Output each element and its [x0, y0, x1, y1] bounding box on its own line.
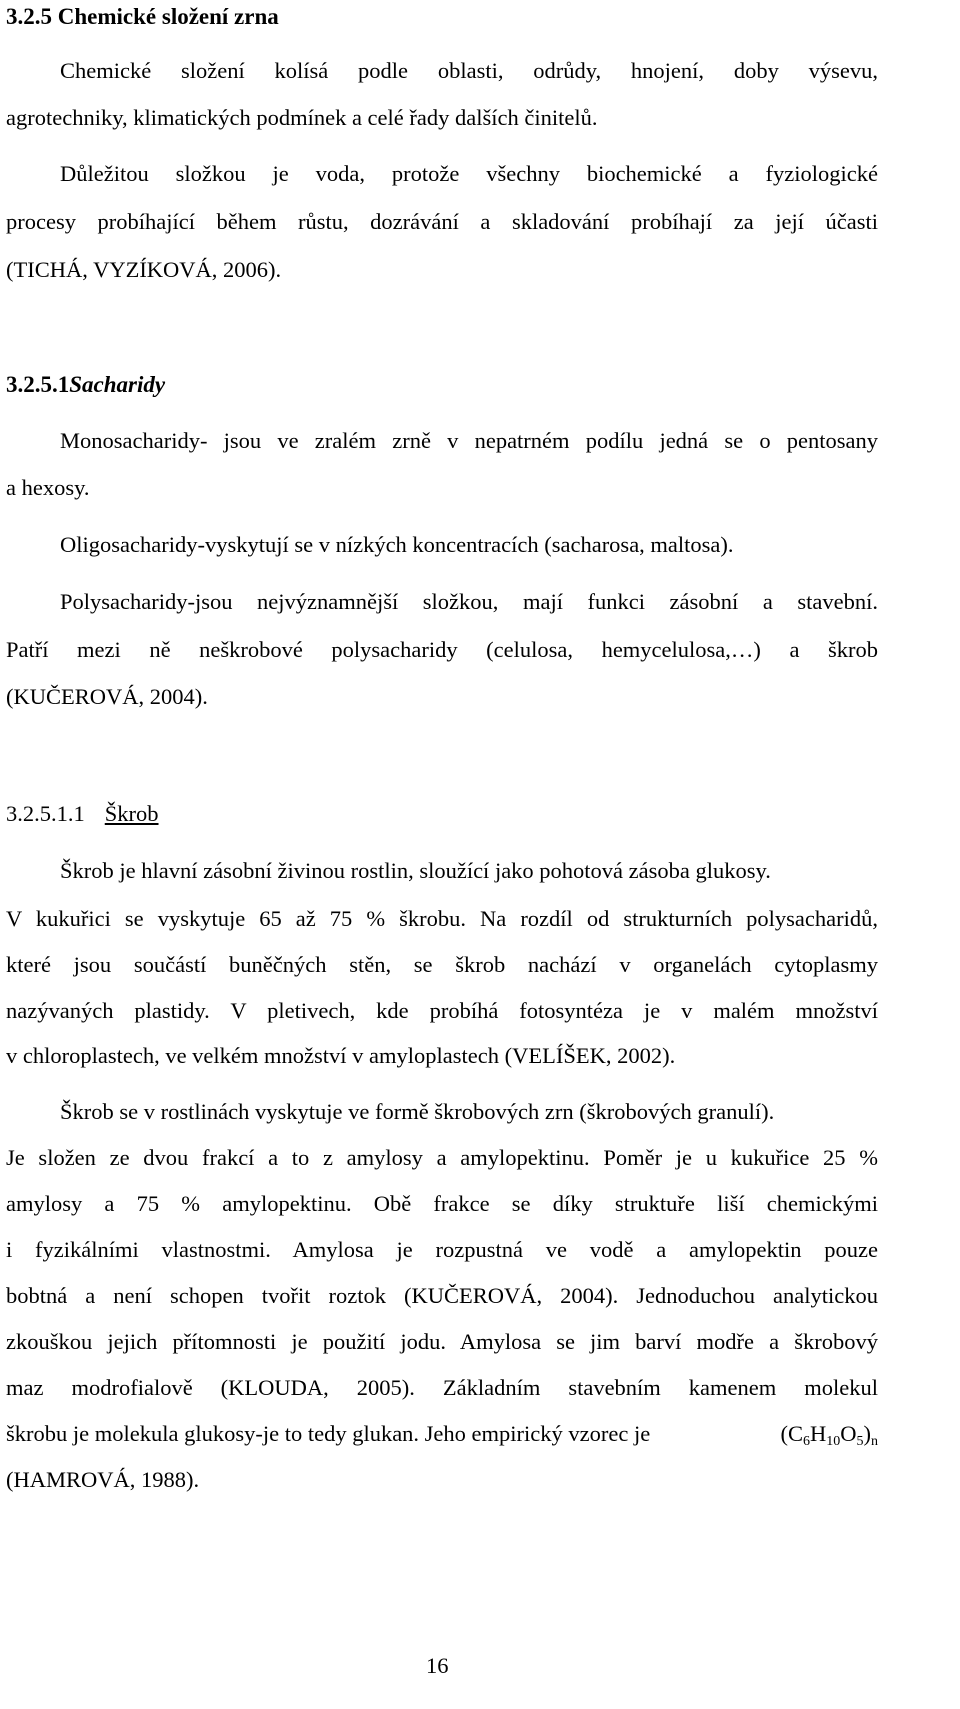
- paragraph-line: a hexosy.: [6, 475, 90, 500]
- paragraph-line: Důležitou složkou je voda, protože všechny biochemické a fyziologické: [60, 161, 878, 186]
- paragraph-line: procesy probíhající během růstu, dozrávání a skladování probíhají za její účasti: [6, 209, 878, 234]
- paragraph-line: Polysacharidy-jsou nejvýznamnější složkou, mají funkci zásobní a stavební.: [60, 589, 878, 614]
- paragraph-line: agrotechniky, klimatických podmínek a celé řady dalších činitelů.: [6, 105, 598, 130]
- paragraph-line: V kukuřici se vyskytuje 65 až 75 % škrobu. Na rozdíl od strukturních polysacharidů,: [6, 906, 878, 931]
- paragraph-line: (KUČEROVÁ, 2004).: [6, 684, 208, 709]
- section-heading: [6, 4, 279, 30]
- subsection-number: 3.2.5.1: [6, 372, 70, 397]
- paragraph-line: Škrob se v rostlinách vyskytuje ve formě škrobových zrn (škrobových granulí).: [60, 1099, 775, 1124]
- section-number: 3.2.5: [6, 4, 52, 29]
- paragraph-line: Je složen ze dvou frakcí a to z amylosy a amylopektinu. Poměr je u kukuřice 25 %: [6, 1145, 878, 1170]
- paragraph-line: amylosy a 75 % amylopektinu. Obě frakce se díky struktuře liší chemickými: [6, 1191, 878, 1216]
- paragraph-line: Monosacharidy- jsou ve zralém zrně v nepatrném podílu jedná se o pentosany: [60, 428, 878, 453]
- paragraph-line: Škrob je hlavní zásobní živinou rostlin, sloužící jako pohotová zásoba glukosy.: [60, 858, 771, 883]
- paragraph-line: Oligosacharidy-vyskytují se v nízkých koncentracích (sacharosa, maltosa).: [60, 532, 734, 557]
- paragraph-line: maz modrofialově (KLOUDA, 2005). Základním stavebním kamenem molekul: [6, 1375, 878, 1400]
- subsection-heading: [6, 372, 165, 398]
- empirical-formula: $(C_6H_{10}O_5)_n$: [780, 1421, 878, 1449]
- page-number: 16: [426, 1653, 449, 1678]
- paragraph-line: Chemické složení kolísá podle oblasti, odrůdy, hnojení, doby výsevu,: [60, 58, 878, 83]
- paragraph-line: nazývaných plastidy. V pletivech, kde probíhá fotosyntéza je v malém množství: [6, 998, 878, 1023]
- paragraph-line: Patří mezi ně neškrobové polysacharidy (celulosa, hemycelulosa,…) a škrob: [6, 637, 878, 662]
- subsubsection-number: 3.2.5.1.1: [6, 801, 85, 826]
- subsubsection-title: Škrob: [104, 801, 159, 826]
- paragraph-line: zkouškou jejich přítomnosti je použití jodu. Amylosa se jim barví modře a škrobový: [6, 1329, 878, 1354]
- paragraph-line: škrobu je molekula glukosy-je to tedy glukan. Jeho empirický vzorec je: [6, 1421, 651, 1446]
- paragraph-line: které jsou součástí buněčných stěn, se škrob nachází v organelách cytoplasmy: [6, 952, 878, 977]
- section-title: Chemické složení zrna: [57, 4, 279, 29]
- subsection-title: Sacharidy: [69, 372, 166, 397]
- paragraph-line-with-formula: [6, 1421, 878, 1449]
- subsubsection-heading: [6, 803, 159, 826]
- paragraph-line: i fyzikálními vlastnostmi. Amylosa je rozpustná ve vodě a amylopektin pouze: [6, 1237, 878, 1262]
- paragraph-line: v chloroplastech, ve velkém množství v amyloplastech (VELÍŠEK, 2002).: [6, 1043, 676, 1068]
- paragraph-line: bobtná a není schopen tvořit roztok (KUČEROVÁ, 2004). Jednoduchou analytickou: [6, 1283, 878, 1308]
- paragraph-line: (TICHÁ, VYZÍKOVÁ, 2006).: [6, 257, 282, 282]
- paragraph-line: (HAMROVÁ, 1988).: [6, 1467, 200, 1492]
